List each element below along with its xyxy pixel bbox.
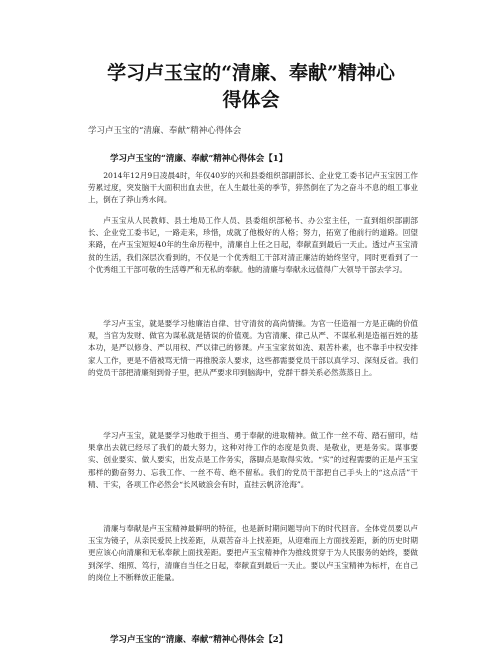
paragraph-3: 学习卢玉宝，就是要学习他廉洁自律、甘守清贫的高尚情操。为官一任造福一方是正确的价值观，当官为发财、做官为谋私就是错误的价值观。为官清廉、律己从严、不谋私利是造福百姓的基本功，是严以修身、严以用权、严以律己的修课。卢玉宝家贫如洗、艰苦朴素，也不靠手中权安排家人工作，更是不借被骂无情一再推脱亲人要求，这些都需要党员干部以真学习、深刻反省。我们的党员干部把清廉刻到骨子里，把从严要求印到脑海中，党群干群关系必然蒸蒸日上。: [88, 319, 418, 377]
title-line-1: 学习卢玉宝的“清廉、奉献”精神心: [107, 62, 395, 84]
paragraph-4: 学习卢玉宝，就是要学习他敢于担当、勇于奉献的进取精神。做工作一丝不苟、踏石留印，结果拿出去就已经尽了我们的最大努力，这种对待工作的态度是负责、是敬业，更是务实。谋事要实、创业要实、做人要实，出发点是工作务实，落脚点是取得实效。“实”的过程需要的正是卢玉宝那样的勤奋努力、忘我工作、一丝不苟、绝不留私。我们的党员干部把自己手头上的“这点活”干精、干实，各项工作必然会“长风破浪会有时，直挂云帆济沧海”。: [88, 431, 418, 489]
title-line-2: 得体会: [222, 89, 280, 111]
document-title: [0, 60, 502, 114]
paragraph-5: 清廉与奉献是卢玉宝精神最鲜明的特征，也是新时期问题导向下的时代回音。全体党员要以卢玉宝为镜子，从亲民爱民上找差距，从艰苦奋斗上找差距，从迎难而上方面找差距，新的历史时期更应该心向清廉和无私奉献上面找差距。要把卢玉宝精神作为推线贯穿于为人民服务的始终，要做到深学、细照、笃行，清廉自当任之日起，奉献直到最后一天止。要以卢玉宝精神为标杆，在自己的岗位上不断释放正能量。: [88, 524, 418, 582]
document-subtitle: 学习卢玉宝的“清廉、奉献”精神心得体会: [88, 126, 242, 136]
paragraph-1: 2014年12月9日凌晨4时，年仅40岁的兴和县委组织部副部长、企业党工委书记卢玉宝因工作劳累过度，突发脑干大面积出血去世，在人生最壮美的季节，猝然倒在了为之奋斗不息的组工事业上，倒在了莽山秀水间。: [88, 171, 418, 205]
section-heading-2: 学习卢玉宝的“清廉、奉献”精神心得体会【2】: [110, 635, 288, 645]
paragraph-2: 卢玉宝从人民教师、县土地局工作人员、县委组织部秘书、办公室主任，一直到组织部副部长、企业党工委书记，一路走来，珍惜，成就了他极好的人格；努力，拓宽了他前行的道路。回望来路，在卢玉宝短短40年的生命历程中，清廉自上任之日起，奉献直到最后一天止。透过卢玉宝清贫的生活，我们深层次看到的，不仅是一个优秀组工干部对清正廉洁的始终坚守，同时更看到了一个优秀组工干部可敬的生活尊严和无私的奉献。他的清廉与奉献永远值得广大领导干部去学习。: [88, 216, 418, 274]
section-heading-1: 学习卢玉宝的“清廉、奉献”精神心得体会【1】: [110, 154, 288, 164]
